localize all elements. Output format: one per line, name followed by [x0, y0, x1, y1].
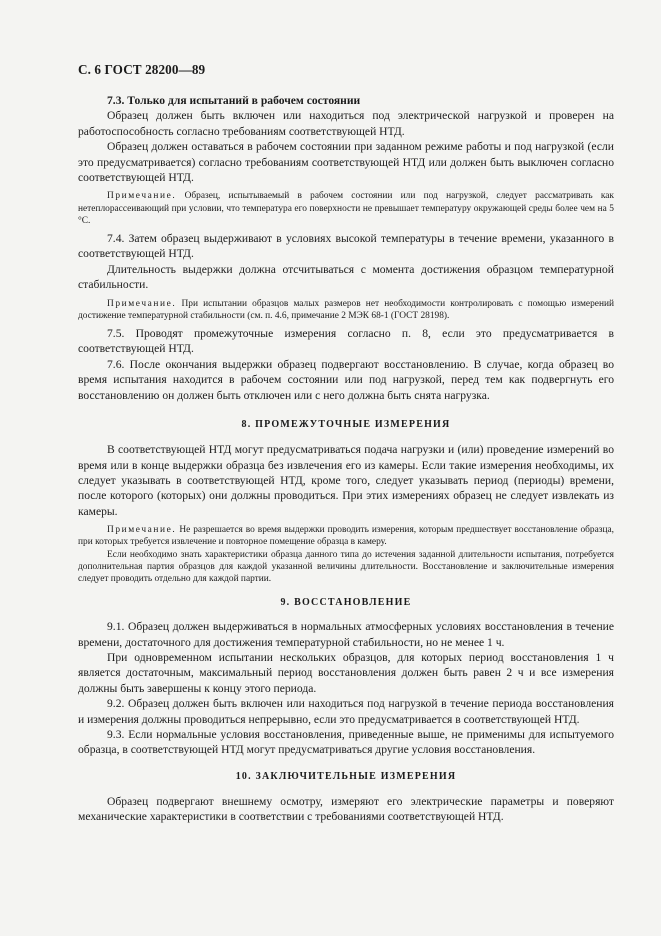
note-7-4: [78, 298, 614, 322]
note-label: Примечание.: [107, 298, 177, 309]
paragraph-7-4-b: Длительность выдержки должна отсчитываться с момента достижения образцом температурной стабильности.: [78, 262, 614, 292]
paragraph-9-1-b: При одновременном испытании нескольких образцов, для которых период восстановления 1 ч является достаточным, максимальный период восстановления должен быть равен 2 ч и все измерения должны быть завершены к концу этого периода.: [78, 650, 614, 695]
paragraph-10: Образец подвергают внешнему осмотру, измеряют его электрические параметры и поверяют механические характеристики в соответствии с требованиями соответствующей НТД.: [78, 794, 614, 824]
note-8: [78, 524, 614, 548]
document-body: [78, 93, 614, 825]
paragraph-8: В соответствующей НТД могут предусматриваться подача нагрузки и (или) проведение измерений во время или в конце выдержки образца без извлечения его из камеры. Если такие измерения необходимы, их следует указывать в соответствующей НТД, кроме того, следует указывать период (периоды) времени, после которого (которых) они должны проводиться. При этих измерениях образец не следует извлекать из камеры.: [78, 443, 614, 518]
note-text: Не разрешается во время выдержки проводить измерения, которым предшествует восстановление образца, при которых требуется извлечение и повторное помещение образца в камеру.: [78, 525, 614, 548]
paragraph-9-1: 9.1. Образец должен выдерживаться в нормальных атмосферных условиях восстановления в течение времени, достаточного для достижения температурной стабильности, но не менее 1 ч.: [78, 620, 614, 649]
paragraph-9-2: 9.2. Образец должен быть включен или находиться под нагрузкой в течение периода восстановления и измерения должны проводиться непрерывно, если это предусматривается в соответствующей НТД.: [78, 697, 614, 726]
section-8-heading: 8. ПРОМЕЖУТОЧНЫЕ ИЗМЕРЕНИЯ: [241, 419, 451, 431]
paragraph-9-3: 9.3. Если нормальные условия восстановления, приведенные выше, не применимы для испытуемого образца, в соответствующей НТД могут предусматриваться другие условия восстановления.: [78, 728, 614, 757]
paragraph-7-5: 7.5. Проводят промежуточные измерения согласно п. 8, если это предусматривается в соответствующей НТД.: [78, 327, 614, 356]
section-9-heading: 9. ВОССТАНОВЛЕНИЕ: [280, 597, 412, 609]
note-7-3: [78, 190, 614, 227]
section-10-heading: 10. ЗАКЛЮЧИТЕЛЬНЫЕ ИЗМЕРЕНИЯ: [235, 770, 457, 782]
note-text: Образец, испытываемый в рабочем состоянии или под нагрузкой, следует рассматривать как нетеплорассеивающий при условии, что температура его поверхности не превышает температуру окружающей среды более чем на 5 °С.: [78, 191, 614, 226]
page-header: С. 6 ГОСТ 28200—89: [78, 62, 206, 77]
note-text: При испытании образцов малых размеров нет необходимости контролировать с помощью измерений достижение температурной стабильности (см. п. 4.6, примечание 2 МЭК 68-1 (ГОСТ 28198).: [78, 298, 614, 321]
paragraph-7-4: 7.4. Затем образец выдерживают в условиях высокой температуры в течение времени, указанного в соответствующей НТД.: [78, 232, 614, 261]
paragraph-7-6: 7.6. После окончания выдержки образец подвергают восстановлению. В случае, когда образец во время испытания находится в рабочем состоянии или под нагрузкой, перед тем как подвергнуть его восстановлению он должен быть отключен или с него должна быть снята нагрузка.: [78, 357, 614, 402]
note-8-b: Если необходимо знать характеристики образца данного типа до истечения заданной длительности испытания, потребуется дополнительная партия образцов для каждой указанной величины длительности. Восстановление и заключительные измерения следует проводить отдельно для каждой партии.: [78, 549, 614, 584]
subsection-7-3-heading: 7.3. Только для испытаний в рабочем состоянии: [107, 94, 361, 107]
paragraph-7-3-a: Образец должен быть включен или находиться под электрической нагрузкой и проверен на работоспособность согласно требованиям соответствующей НТД.: [78, 109, 614, 138]
paragraph-7-3-b: Образец должен оставаться в рабочем состоянии при заданном режиме работы и под нагрузкой (если это предусматривается) согласно требованиям соответствующей НТД или должен быть выключен согласно соответствующей НТД.: [78, 140, 614, 185]
note-label: Примечание.: [107, 191, 177, 202]
note-label: Примечание.: [107, 525, 177, 536]
